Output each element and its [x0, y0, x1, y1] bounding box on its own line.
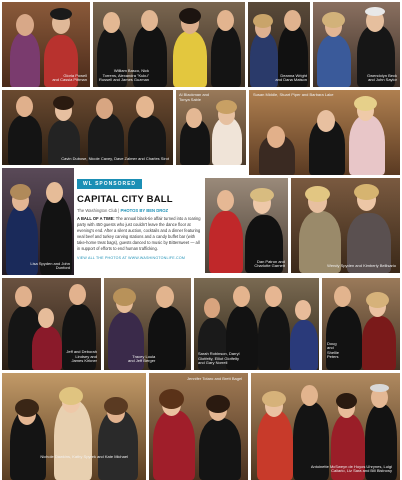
caption-4: Gwendolyn Beck and John Saylor — [366, 72, 397, 83]
photo-5 — [2, 90, 173, 165]
photo-8 — [2, 168, 74, 275]
photo-2 — [93, 2, 245, 87]
caption-6: Al Blackman and Tonya Sable — [179, 92, 210, 102]
photo-17 — [251, 373, 400, 480]
photo-9 — [205, 178, 288, 273]
article-subtitle: The Washington Club | PHOTOS BY BEN DROZ — [77, 208, 169, 213]
caption-1: Gloria Powell and Cassia Pittman — [52, 72, 87, 83]
caption-3: Deanna Wright and Dana Matson — [275, 72, 307, 83]
article-title: CAPITAL CITY BALL — [77, 194, 173, 205]
photo-1 — [2, 2, 90, 87]
caption-10: Wendy Spyden and Kimberly Bellisario — [327, 263, 396, 269]
photo-16 — [149, 373, 248, 480]
caption-15: Jennifer Totaro and Brett Bagel — [187, 376, 243, 381]
photo-14 — [322, 278, 400, 370]
photo-10 — [291, 178, 400, 273]
caption-11: Jeff and Deborah Lindsey and James Kirkner — [66, 349, 97, 364]
caption-13: Sarah Robinson, Darryl Glotfelty, Elliot Glotfelty and Gary Norrell — [198, 351, 240, 366]
photo-6 — [176, 90, 246, 165]
photo-13 — [194, 278, 319, 370]
caption-17: Antoinette McSweyn de Hoyos Uhrynes, Luigi Caliario, Liz Sara and Bill Bistrowy — [310, 463, 392, 474]
caption-14: Doug and Shellie Peters — [327, 340, 340, 360]
photo-7 — [249, 90, 400, 175]
caption-7: Susan Middle, Stuart Piper and Barbara Lake — [253, 92, 334, 97]
photo-12 — [104, 278, 191, 370]
caption-8: Lisa Spyden and John Dunford — [30, 260, 70, 271]
article — [77, 172, 201, 272]
caption-5: Cavin Dubose, Nicole Cavey, Dave Zalmer and Charles Sirot — [61, 156, 169, 162]
sponsored-badge: WL SPONSORED — [77, 179, 142, 189]
caption-12: Tracey Loula and Jeff Berger — [128, 353, 156, 364]
more-photos-link[interactable]: VIEW ALL THE PHOTOS AT WWW.WASHINGTONLIFE.COM — [77, 255, 186, 260]
caption-16: Nichole Dawkins, Kathy Spyrek and Kate Michael — [40, 454, 128, 460]
photo-3 — [248, 2, 310, 87]
photo-4 — [313, 2, 400, 87]
caption-9: Dan Patron and Charlotte Garnett — [254, 258, 285, 269]
caption-2: William Basco, Nick Torrens, Alexandra "Kuku" Russell and James Guzman — [99, 68, 150, 83]
article-body: A BALL OF A TIME: The annual black-tie affair turned into a roaring party with 450 guests who just couldn't leave the dance floor at evening's end. After a silent auction, cocktails and a dinner featuring veal beef and turkey carving stations and a candy buffet bar (with take-home treat bags), guests danced to music by Bittersweet — all in support of efforts to end human trafficking. — [77, 216, 201, 251]
photo-15 — [2, 373, 146, 480]
photo-11 — [2, 278, 101, 370]
